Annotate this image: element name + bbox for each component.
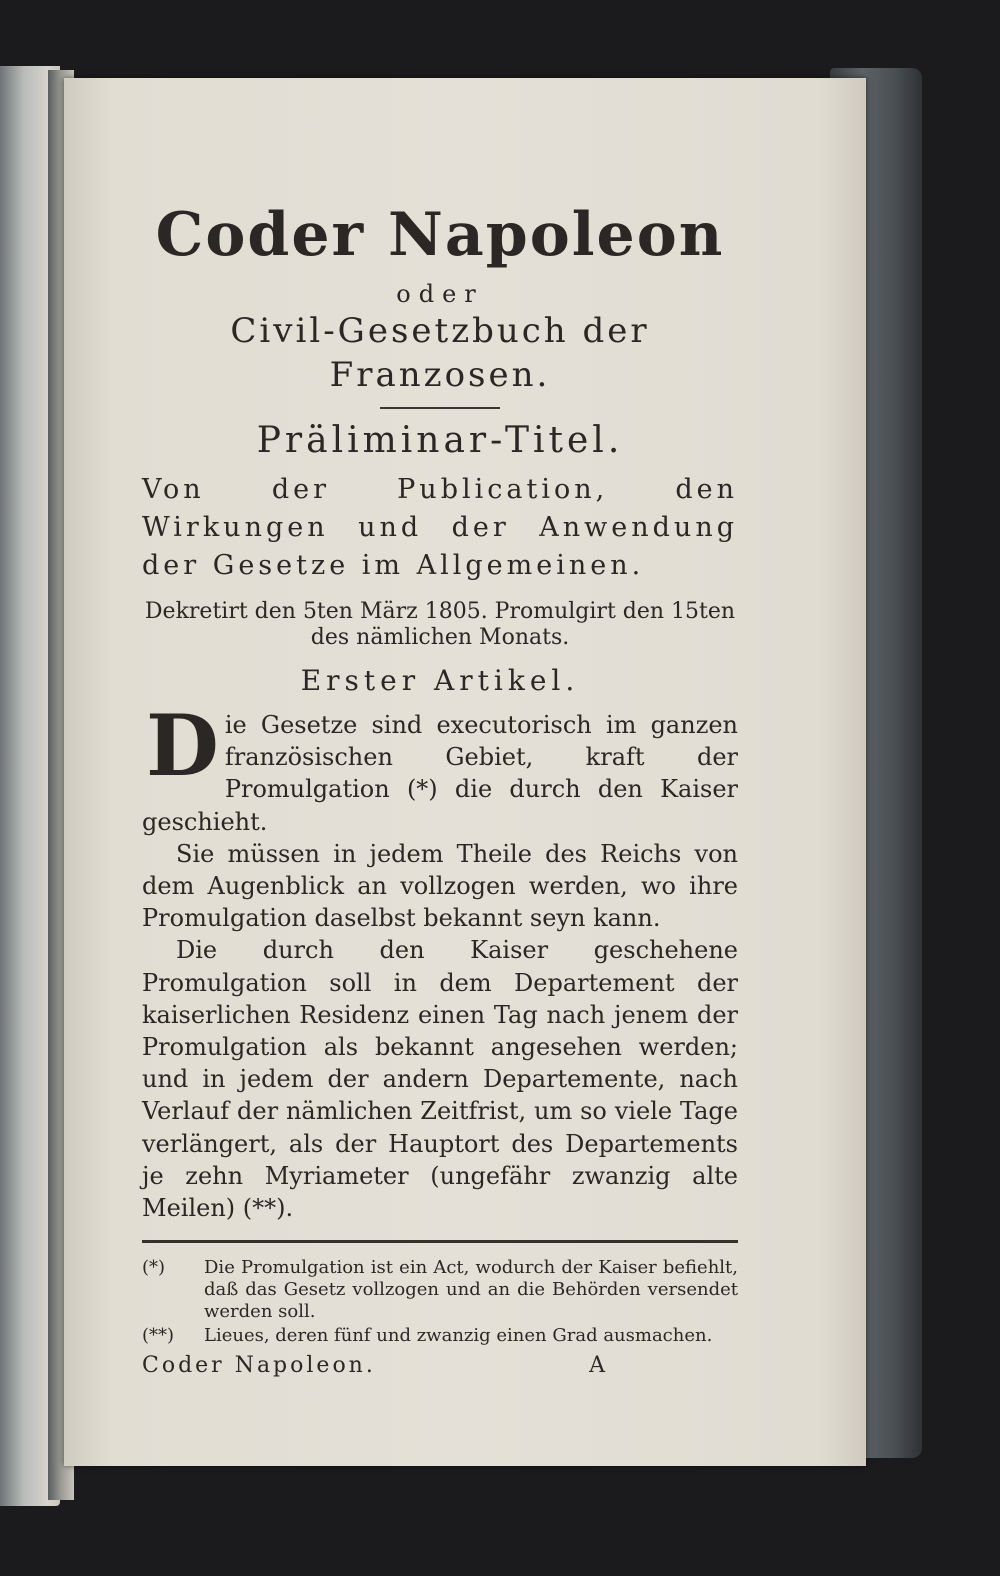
- footnote-text: Die Promulgation ist ein Act, wodurch der Kaiser befiehlt, daß das Gesetz vollzogen und an die Behörden versendet werden soll.: [204, 1257, 738, 1323]
- paragraph-3: Die durch den Kaiser geschehene Promulgation soll in dem Departement der kaiserlichen Residenz einen Tag nach jenem der Promulgation als bekannt angesehen werden; und in jedem der andern Departemente, nach Verlauf der nämlichen Zeitfrist, um so viele Tage verlängert, als der Hauptort des Departements je zehn Myriameter (ungefähr zwanzig alte Meilen) (**).: [142, 936, 738, 1223]
- footnote-text: Lieues, deren fünf und zwanzig einen Grad ausmachen.: [204, 1325, 713, 1347]
- paragraph-2: Sie müssen in jedem Theile des Reichs von dem Augenblick an vollzogen werden, wo ihre Promulgation daselbst bekannt seyn kann.: [142, 839, 738, 933]
- page-content: [142, 195, 738, 1378]
- signature-mark: A: [589, 1353, 608, 1379]
- section-title: Präliminar-Titel.: [256, 420, 624, 461]
- article-body: [142, 696, 738, 1224]
- signature-catchword: Coder Napoleon.: [142, 1353, 376, 1379]
- footnote-mark: (**): [142, 1325, 175, 1347]
- book-subtitle: Civil-Gesetzbuch der Franzosen.: [230, 311, 650, 395]
- footnote-mark: (*): [142, 1257, 166, 1279]
- paragraph-1: [142, 696, 738, 838]
- title-conjunction: oder: [396, 280, 484, 308]
- footnote-2: [142, 1325, 738, 1347]
- article-heading: Erster Artikel.: [300, 664, 580, 697]
- title-divider: [380, 407, 500, 409]
- footnote-divider: [142, 1240, 738, 1243]
- footnotes: [142, 1257, 738, 1347]
- book-title: Coder Napoleon: [155, 200, 725, 270]
- paragraph-1-text: ie Gesetze sind executorisch im ganzen französischen Gebiet, kraft der Promulgation (*) die durch den Kaiser geschieht.: [142, 711, 738, 836]
- drop-cap: D: [146, 696, 219, 795]
- footnote-1: [142, 1257, 738, 1323]
- signature-line: [142, 1353, 738, 1378]
- section-heading: Von der Publication, den Wirkungen und der Anwendung der Gesetze im Allgemeinen.: [142, 474, 738, 581]
- decree-note: Dekretirt den 5ten März 1805. Promulgirt den 15ten des nämlichen Monats.: [144, 599, 736, 650]
